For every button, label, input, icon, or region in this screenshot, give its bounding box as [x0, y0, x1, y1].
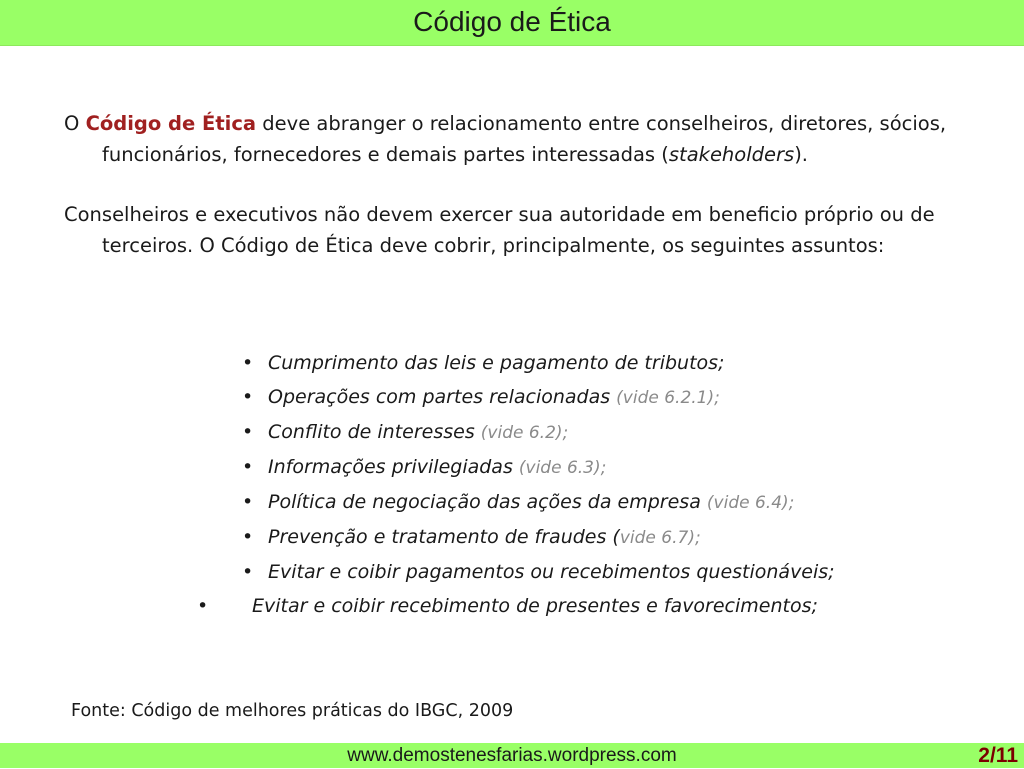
list-item-reference: (vide 6.2.1);	[616, 388, 720, 408]
bullet-icon: •	[242, 491, 254, 513]
footer-bar	[0, 743, 1024, 768]
bullet-icon: •	[242, 421, 254, 443]
list-item	[242, 383, 882, 413]
list-item-text: Evitar e coibir pagamentos ou recebimentos questionáveis;	[268, 561, 835, 583]
list-item	[242, 418, 882, 448]
list-item-text: Evitar e coibir recebimento de presentes e favorecimentos;	[252, 595, 818, 617]
authority-paragraph: Conselheiros e executivos não devem exercer sua autoridade em beneficio próprio ou de terceiros. O Código de Ética deve cobrir, principalmente, os seguintes assuntos:	[64, 203, 935, 257]
intro-prefix: O	[64, 112, 86, 135]
list-item-reference: (vide 6.4);	[706, 493, 795, 513]
code-of-ethics-highlight: Código de Ética	[85, 112, 257, 135]
bullet-icon: •	[242, 561, 254, 583]
list-item	[242, 558, 882, 587]
topic-list	[197, 349, 882, 626]
list-item	[242, 453, 882, 483]
list-item	[242, 488, 882, 518]
bullet-icon: •	[242, 352, 254, 374]
bullet-icon: •	[197, 595, 209, 617]
list-item-reference: vide 6.7);	[619, 528, 701, 548]
bullet-icon: •	[242, 456, 254, 478]
list-item	[197, 592, 882, 621]
list-item-text: Cumprimento das leis e pagamento de tributos;	[268, 352, 725, 374]
title-bar	[0, 0, 1024, 46]
list-item	[242, 349, 882, 378]
intro-text-end: ).	[794, 143, 809, 166]
stakeholders-term: stakeholders	[668, 143, 795, 166]
bullet-icon: •	[242, 386, 254, 408]
list-item-reference: (vide 6.3);	[518, 458, 607, 478]
list-item-text: Informações privilegiadas	[268, 456, 519, 478]
slide-title: Código de Ética	[413, 6, 611, 37]
intro-paragraph	[64, 108, 964, 170]
page-number: 2/11	[978, 744, 1018, 767]
source-citation: Fonte: Código de melhores práticas do IBGC, 2009	[71, 701, 514, 721]
list-item	[242, 523, 882, 553]
footer-url-link[interactable]: www.demostenesfarias.wordpress.com	[347, 745, 677, 766]
list-item-text: Política de negociação das ações da empresa	[268, 491, 707, 513]
slide-body	[64, 108, 964, 261]
list-item-text: Conflito de interesses	[268, 421, 481, 443]
intro-text: deve abranger o relacionamento entre conselheiros, diretores, sócios, funcionários, fornecedores e demais partes interessadas (	[102, 112, 947, 166]
list-item-text: Operações com partes relacionadas	[268, 386, 617, 408]
bullet-icon: •	[242, 526, 254, 548]
list-item-reference: (vide 6.2);	[480, 423, 569, 443]
list-item-text: Prevenção e tratamento de fraudes (	[268, 526, 620, 548]
